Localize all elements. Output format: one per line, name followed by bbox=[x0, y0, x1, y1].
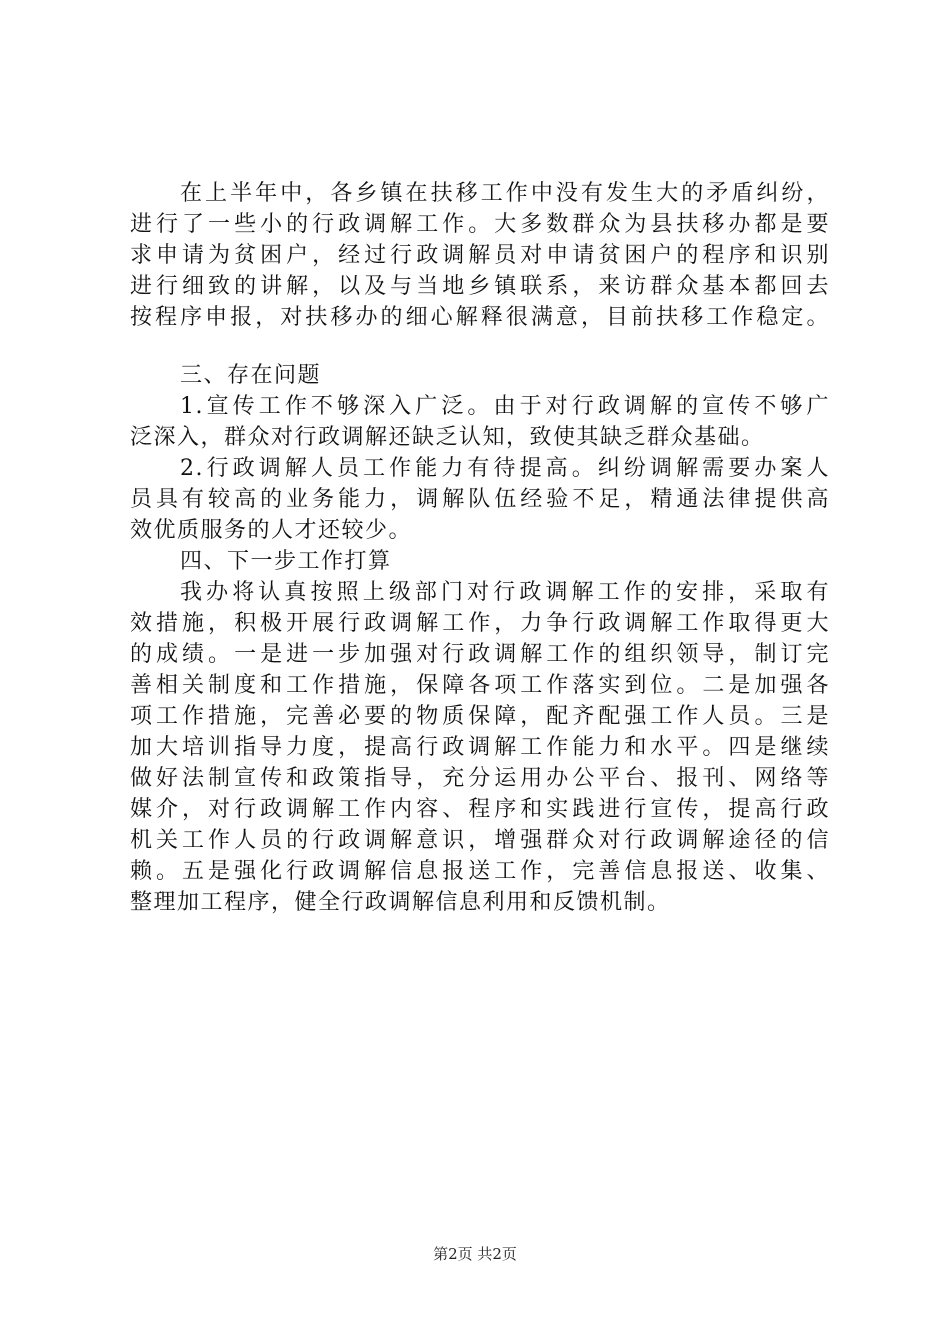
paragraph-line: 求申请为贫困户，经过行政调解员对申请贫困户的程序和识别 bbox=[130, 243, 830, 268]
list-item-line: 1.宣传工作不够深入广泛。由于对行政调解的宣传不够广 bbox=[180, 394, 830, 419]
paragraph-line: 的成绩。一是进一步加强对行政调解工作的组织领导，制订完 bbox=[130, 642, 830, 667]
list-item-line: 2.行政调解人员工作能力有待提高。纠纷调解需要办案人 bbox=[180, 456, 830, 481]
list-item-line: 泛深入，群众对行政调解还缺乏认知，致使其缺乏群众基础。 bbox=[130, 425, 765, 450]
section-heading: 四、下一步工作打算 bbox=[180, 549, 392, 574]
paragraph-line: 项工作措施，完善必要的物质保障，配齐配强工作人员。三是 bbox=[130, 704, 830, 729]
paragraph-line: 我办将认真按照上级部门对行政调解工作的安排，采取有 bbox=[180, 580, 830, 605]
list-item-line: 效优质服务的人才还较少。 bbox=[130, 518, 413, 543]
paragraph-line: 在上半年中，各乡镇在扶移工作中没有发生大的矛盾纠纷， bbox=[180, 181, 830, 206]
paragraph-line: 机关工作人员的行政调解意识，增强群众对行政调解途径的信 bbox=[130, 828, 830, 853]
paragraph-line: 加大培训指导力度，提高行政调解工作能力和水平。四是继续 bbox=[130, 735, 830, 760]
paragraph-line: 赖。五是强化行政调解信息报送工作，完善信息报送、收集、 bbox=[130, 859, 830, 884]
paragraph-line: 进行细致的讲解，以及与当地乡镇联系，来访群众基本都回去 bbox=[130, 274, 830, 299]
paragraph-line: 进行了一些小的行政调解工作。大多数群众为县扶移办都是要 bbox=[130, 212, 830, 237]
paragraph-summary bbox=[130, 178, 830, 333]
section-next-steps bbox=[130, 546, 830, 918]
paragraph-line: 整理加工程序，健全行政调解信息利用和反馈机制。 bbox=[130, 890, 671, 915]
list-item-line: 员具有较高的业务能力，调解队伍经验不足，精通法律提供高 bbox=[130, 487, 830, 512]
paragraph-line: 做好法制宣传和政策指导，充分运用办公平台、报刊、网络等 bbox=[130, 766, 830, 791]
section-heading: 三、存在问题 bbox=[180, 363, 322, 388]
paragraph-line: 善相关制度和工作措施，保障各项工作落实到位。二是加强各 bbox=[130, 673, 830, 698]
page-number-footer: 第2页 共2页 bbox=[433, 1245, 517, 1263]
paragraph-line: 媒介，对行政调解工作内容、程序和实践进行宣传，提高行政 bbox=[130, 797, 830, 822]
paragraph-line: 效措施，积极开展行政调解工作，力争行政调解工作取得更大 bbox=[130, 611, 830, 636]
section-existing-problems bbox=[130, 360, 830, 546]
paragraph-line: 按程序申报，对扶移办的细心解释很满意，目前扶移工作稳定。 bbox=[130, 305, 830, 330]
